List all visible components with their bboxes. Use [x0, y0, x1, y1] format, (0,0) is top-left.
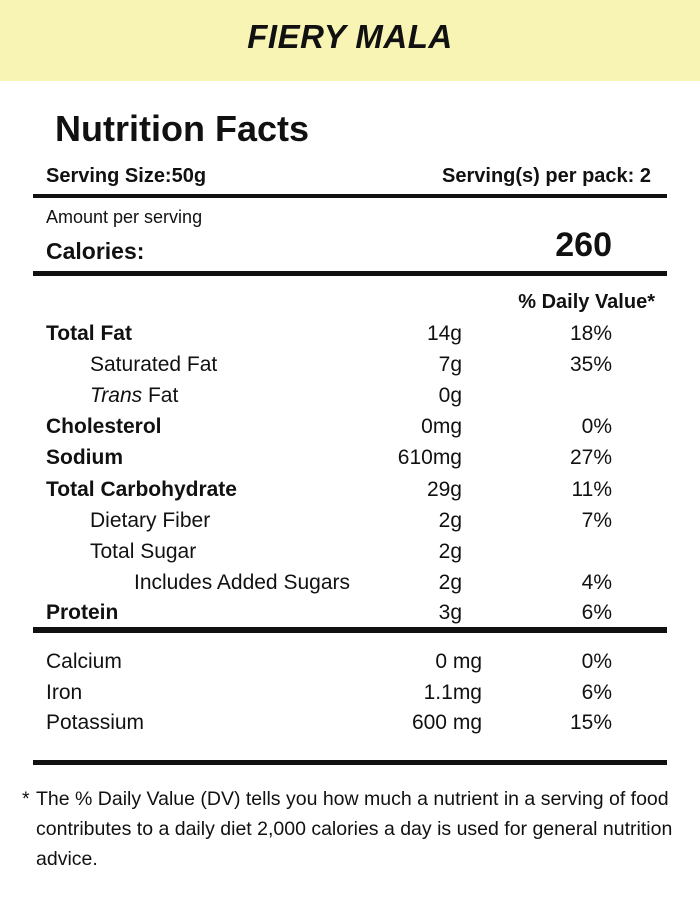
- nutrient-name: Dietary Fiber: [90, 509, 211, 532]
- nutrient-row-total-fat: [0, 322, 700, 352]
- nutrient-amount: 14g: [426, 322, 462, 345]
- nutrient-amount: 7g: [438, 353, 462, 376]
- nutrient-amount: 0mg: [421, 415, 462, 438]
- nutrient-row-saturated-fat: [0, 353, 700, 383]
- calories-value: 260: [555, 226, 612, 264]
- daily-value-header: % Daily Value*: [518, 291, 655, 313]
- divider-rule: [33, 194, 667, 198]
- footnote-text: The % Daily Value (DV) tells you how much a nutrient in a serving of food contributes to a daily diet 2,000 calories a day is used for general nutrition advice.: [36, 788, 673, 870]
- nutrient-dv: 18%: [569, 322, 612, 345]
- mineral-row-calcium: [0, 650, 700, 680]
- nutrient-amount: 610mg: [397, 446, 462, 469]
- nutrient-dv: 35%: [569, 353, 612, 376]
- nutrient-name: Total Fat: [46, 322, 132, 345]
- calories-label: Calories:: [46, 238, 145, 264]
- mineral-dv: 0%: [581, 650, 612, 673]
- nutrient-dv: 7%: [581, 509, 612, 532]
- nutrient-amount: 2g: [438, 509, 462, 532]
- nutrient-name: Protein: [46, 601, 119, 624]
- mineral-amount: 600 mg: [411, 711, 482, 734]
- nutrient-name: Sodium: [46, 446, 123, 469]
- mineral-name: Calcium: [46, 650, 122, 673]
- mineral-name: Potassium: [46, 711, 145, 734]
- nutrient-amount: 3g: [438, 601, 462, 624]
- serving-size-label: Serving Size:: [46, 165, 172, 187]
- mineral-amount: 1.1mg: [423, 681, 482, 704]
- nutrient-row-total-carbohydrate: [0, 478, 700, 508]
- nutrient-amount: 29g: [426, 478, 462, 501]
- nutrient-dv: 4%: [581, 571, 612, 594]
- trans-italic: Trans: [90, 384, 143, 407]
- nutrient-name: Includes Added Sugars: [134, 571, 350, 594]
- mineral-dv: 15%: [569, 711, 612, 734]
- mineral-amount: 0 mg: [435, 650, 482, 673]
- nutrient-row-trans-fat: [0, 384, 700, 414]
- nutrient-row-dietary-fiber: [0, 509, 700, 539]
- servings-per-pack: Serving(s) per pack: 2: [442, 165, 651, 187]
- mineral-row-iron: [0, 681, 700, 711]
- nutrient-dv: 0%: [581, 415, 612, 438]
- divider-rule-thick: [33, 271, 667, 276]
- divider-rule-bottom: [33, 760, 667, 765]
- mineral-name: Iron: [46, 681, 83, 704]
- nutrient-name: Total Sugar: [90, 540, 197, 563]
- nutrient-name: Total Carbohydrate: [46, 478, 237, 501]
- nutrient-row-total-sugar: [0, 540, 700, 570]
- serving-size-value: 50g: [171, 165, 207, 187]
- nutrient-dv: 6%: [581, 601, 612, 624]
- serving-size: [46, 165, 206, 188]
- nutrient-row-cholesterol: [0, 415, 700, 445]
- nutrient-row-added-sugars: [0, 571, 700, 601]
- mineral-row-potassium: [0, 711, 700, 741]
- amount-per-serving-label: Amount per serving: [46, 207, 203, 227]
- divider-rule-thick: [33, 627, 667, 633]
- footnote-asterisk: *: [22, 788, 30, 810]
- nutrition-facts-title: Nutrition Facts: [55, 108, 310, 149]
- nutrient-amount: 2g: [438, 571, 462, 594]
- nutrient-name: [90, 384, 178, 408]
- brand-name: FIERY MALA: [247, 18, 453, 55]
- nutrient-amount: 0g: [438, 384, 462, 407]
- nutrient-row-sodium: [0, 446, 700, 476]
- trans-rest: Fat: [142, 384, 179, 407]
- nutrient-name: Saturated Fat: [90, 353, 218, 376]
- mineral-dv: 6%: [581, 681, 612, 704]
- nutrient-dv: 27%: [569, 446, 612, 469]
- nutrient-name: Cholesterol: [46, 415, 162, 438]
- nutrient-amount: 2g: [438, 540, 462, 563]
- nutrient-dv: 11%: [571, 478, 612, 501]
